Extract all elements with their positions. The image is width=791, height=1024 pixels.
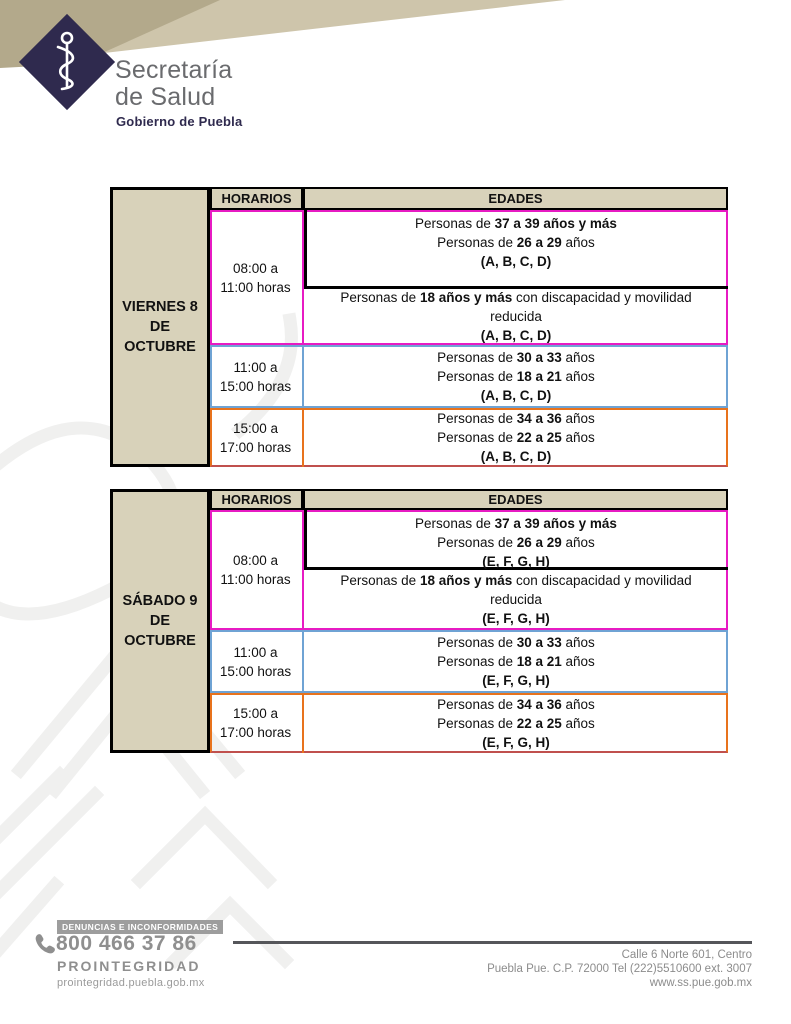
- schedule-table-friday: [110, 187, 728, 467]
- brand-title: [115, 57, 232, 111]
- time-cell: [210, 210, 301, 345]
- edades-cell: [306, 630, 726, 693]
- edades-line: (A, B, C, D): [480, 388, 552, 403]
- caduceus-icon: [49, 29, 85, 95]
- edades-cell: [306, 345, 726, 408]
- day-cell-saturday: [110, 489, 210, 753]
- day-cell-friday: [110, 187, 210, 467]
- time-line: 11:00 a: [233, 644, 278, 660]
- edades-cell: [306, 693, 726, 753]
- time-line: 15:00 horas: [219, 663, 292, 679]
- edades-line: Personas de 26 a 29 años: [437, 535, 595, 550]
- schedule-table-saturday: [110, 489, 728, 753]
- edades-line: (A, B, C, D): [480, 254, 552, 269]
- edades-line: Personas de 37 a 39 años y más: [415, 516, 617, 531]
- edades-line: Personas de 18 años y más con discapacidad y movilidad reducida: [340, 573, 692, 607]
- edades-line: (E, F, G, H): [482, 673, 550, 688]
- address-line: Puebla Pue. C.P. 72000 Tel (222)5510600 ext. 3007: [487, 963, 752, 975]
- day-line: SÁBADO 9: [122, 593, 198, 609]
- prointegridad-url: prointegridad.puebla.gob.mx: [57, 977, 205, 989]
- edades-line: Personas de 37 a 39 años y más: [415, 216, 617, 231]
- time-line: 15:00 horas: [219, 378, 292, 394]
- edades-line: Personas de 34 a 36 años: [437, 411, 595, 426]
- time-line: 11:00 horas: [220, 279, 291, 295]
- time-line: 11:00 horas: [220, 572, 291, 587]
- time-line: 17:00 horas: [219, 439, 292, 455]
- time-cell: [210, 345, 301, 408]
- edades-line: (E, F, G, H): [482, 611, 550, 626]
- time-line: 15:00 a: [232, 706, 279, 721]
- time-cell: [210, 510, 301, 630]
- address-line: Calle 6 Norte 601, Centro: [621, 949, 752, 961]
- prointegridad-label: PROINTEGRIDAD: [57, 958, 201, 974]
- time-line: 17:00 horas: [219, 725, 292, 740]
- edades-line: (A, B, C, D): [480, 449, 552, 464]
- divider: [302, 408, 304, 467]
- divider: [302, 693, 304, 753]
- brand-title-line1: Secretaría: [115, 56, 233, 84]
- edades-cell: [306, 214, 726, 286]
- divider: [302, 630, 304, 693]
- edades-cell: [306, 408, 726, 467]
- col-header-edades: EDADES: [303, 187, 728, 210]
- time-line: 15:00 a: [232, 420, 279, 436]
- col-header-edades: EDADES: [303, 489, 728, 510]
- edades-line: Personas de 22 a 25 años: [437, 715, 595, 731]
- edades-line: Personas de 18 años y más con discapacidad y movilidad reducida: [340, 290, 692, 324]
- brand-title-line2: de Salud: [115, 83, 216, 111]
- time-line: 08:00 a: [232, 553, 279, 568]
- edades-cell: [306, 571, 726, 628]
- edades-cell: [306, 514, 726, 568]
- time-cell: [210, 693, 301, 753]
- complaints-badge: DENUNCIAS E INCONFORMIDADES: [57, 920, 223, 934]
- brand-subtitle: Gobierno de Puebla: [116, 114, 243, 129]
- time-cell: [210, 630, 301, 693]
- edades-line: Personas de 26 a 29 años: [437, 235, 595, 250]
- address-block: [487, 948, 752, 990]
- edades-line: Personas de 30 a 33 años: [437, 350, 595, 365]
- col-header-horarios: HORARIOS: [210, 187, 303, 210]
- col-header-horarios: HORARIOS: [210, 489, 303, 510]
- time-cell: [210, 408, 301, 467]
- edades-line: Personas de 34 a 36 años: [437, 696, 595, 712]
- edades-line: (A, B, C, D): [480, 328, 552, 343]
- time-line: 11:00 a: [233, 359, 278, 375]
- website-url: www.ss.pue.gob.mx: [649, 977, 752, 989]
- day-line: DE OCTUBRE: [124, 319, 196, 355]
- time-line: 08:00 a: [232, 260, 279, 276]
- day-line: VIERNES 8: [122, 299, 198, 315]
- edades-line: (E, F, G, H): [482, 554, 550, 569]
- phone-icon: [31, 931, 57, 959]
- edades-line: (E, F, G, H): [482, 734, 550, 750]
- footer-divider-line: [233, 941, 752, 944]
- complaints-phone-number: 800 466 37 86: [56, 932, 197, 955]
- divider: [302, 345, 304, 408]
- edades-line: Personas de 18 a 21 años: [437, 369, 595, 384]
- day-line: DE OCTUBRE: [124, 613, 196, 649]
- edades-line: Personas de 18 a 21 años: [437, 654, 595, 669]
- edades-line: Personas de 30 a 33 años: [437, 635, 595, 650]
- edades-cell: [306, 290, 726, 343]
- edades-line: Personas de 22 a 25 años: [437, 430, 595, 445]
